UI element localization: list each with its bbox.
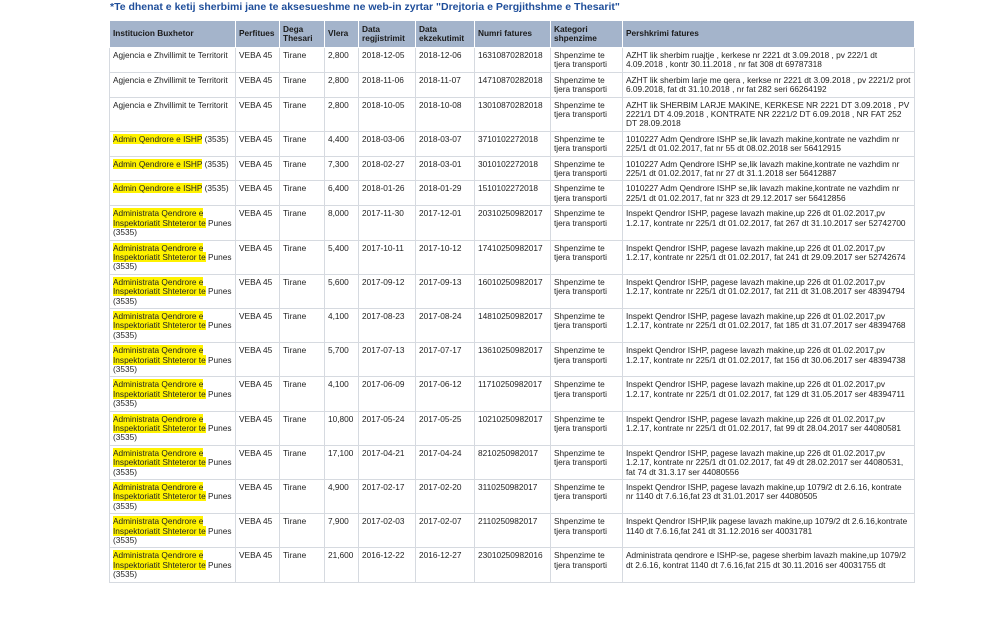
cell-dega: Tirane — [280, 72, 325, 97]
cell-institucion — [110, 206, 236, 240]
table-row — [110, 48, 915, 73]
cell-data-ekzekutimit: 2017-08-24 — [416, 308, 475, 342]
cell-data-ekzekutimit: 2017-05-25 — [416, 411, 475, 445]
cell-data-ekzekutimit: 2017-02-07 — [416, 514, 475, 548]
cell-data-regjistrimit: 2017-04-21 — [359, 445, 416, 479]
cell-data-ekzekutimit: 2017-02-20 — [416, 480, 475, 514]
cell-perfitues: VEBA 45 — [236, 97, 280, 131]
col-header-dega[interactable]: Dega Thesari — [280, 21, 325, 48]
cell-data-regjistrimit: 2018-11-06 — [359, 72, 416, 97]
cell-pershkrimi: Inspekt Qendror ISHP, pagese lavazh makine,up 226 dt 01.02.2017,pv 1.2.17, kontrate nr 225/1 dt 01.02.2017, fat 267 dt 31.10.2017 ser 52742700 — [623, 206, 915, 240]
highlighted-institution-text: Administrata Qendrore e Inspektoriatit Shteteror te — [113, 208, 206, 228]
cell-dega: Tirane — [280, 548, 325, 582]
cell-dega: Tirane — [280, 343, 325, 377]
institution-text: Punes (3535) — [113, 217, 232, 238]
cell-numri-fatures: 3110250982017 — [475, 480, 551, 514]
cell-kategori: Shpenzime te tjera transporti — [551, 411, 623, 445]
cell-kategori: Shpenzime te tjera transporti — [551, 445, 623, 479]
cell-kategori: Shpenzime te tjera transporti — [551, 48, 623, 73]
cell-dega: Tirane — [280, 48, 325, 73]
institution-text: (3535) — [204, 183, 229, 194]
institution-text: Punes (3535) — [113, 457, 232, 477]
table-body — [110, 48, 915, 583]
cell-dega: Tirane — [280, 131, 325, 156]
cell-pershkrimi: Inspekt Qendror ISHP, pagese lavazh makine,up 226 dt 01.02.2017,pv 1.2.17, kontrate nr 225/1 dt 01.02.2017, fat 49 dt 28.02.2017 ser 44080531, fat 74 dt 31.3.17 ser 44080556 — [623, 445, 915, 479]
cell-institucion — [110, 343, 236, 377]
institution-text: Agjencia e Zhvillimit te Territorit — [113, 74, 228, 85]
table-row — [110, 480, 915, 514]
table-header-row — [110, 21, 915, 48]
cell-vlera: 4,100 — [325, 377, 359, 411]
cell-data-regjistrimit: 2017-07-13 — [359, 343, 416, 377]
cell-numri-fatures: 3010102272018 — [475, 156, 551, 181]
cell-kategori: Shpenzime te tjera transporti — [551, 97, 623, 131]
col-header-perfitues[interactable]: Perfitues — [236, 21, 280, 48]
cell-institucion — [110, 181, 236, 206]
cell-perfitues: VEBA 45 — [236, 548, 280, 582]
cell-dega: Tirane — [280, 308, 325, 342]
col-header-data-ekzekutimit[interactable]: Data ekzekutimit — [416, 21, 475, 48]
cell-kategori: Shpenzime te tjera transporti — [551, 240, 623, 274]
cell-numri-fatures: 8210250982017 — [475, 445, 551, 479]
cell-data-ekzekutimit: 2018-12-06 — [416, 48, 475, 73]
cell-pershkrimi: Administrata qendrore e ISHP-se, pagese sherbim lavazh makine,up 1079/2 dt 2.6.16, kontrat 1140 dt 7.6.16,fat 215 dt 30.11.2016 ser 40031755 dt — [623, 548, 915, 582]
table-row — [110, 445, 915, 479]
cell-perfitues: VEBA 45 — [236, 445, 280, 479]
cell-kategori: Shpenzime te tjera transporti — [551, 274, 623, 308]
cell-data-regjistrimit: 2017-11-30 — [359, 206, 416, 240]
institution-text: Punes (3535) — [113, 354, 232, 374]
cell-institucion — [110, 72, 236, 97]
table-row — [110, 308, 915, 342]
cell-data-ekzekutimit: 2018-11-07 — [416, 72, 475, 97]
table-row — [110, 131, 915, 156]
cell-kategori: Shpenzime te tjera transporti — [551, 72, 623, 97]
highlighted-institution-text: Admin Qendrore e ISHP — [113, 158, 203, 169]
cell-numri-fatures: 10210250982017 — [475, 411, 551, 445]
cell-pershkrimi: AZHT lik sherbim ruajtje , kerkese nr 2221 dt 3.09.2018 , pv 222/1 dt 4.09.2018 , kontr 30.11.2018 , nr fat 308 dt 69787318 — [623, 48, 915, 73]
cell-institucion — [110, 480, 236, 514]
cell-pershkrimi: 1010227 Adm Qendrore ISHP se,lik lavazh makine,kontrate ne vazhdim nr 225/1 dt 01.02.2017, fat nr 27 dt 31.1.2018 ser 56412887 — [623, 156, 915, 181]
cell-kategori: Shpenzime te tjera transporti — [551, 343, 623, 377]
col-header-vlera[interactable]: Vlera — [325, 21, 359, 48]
cell-dega: Tirane — [280, 97, 325, 131]
cell-data-regjistrimit: 2017-02-03 — [359, 514, 416, 548]
cell-vlera: 17,100 — [325, 445, 359, 479]
cell-numri-fatures: 16010250982017 — [475, 274, 551, 308]
cell-data-ekzekutimit: 2016-12-27 — [416, 548, 475, 582]
cell-data-regjistrimit: 2017-09-12 — [359, 274, 416, 308]
cell-numri-fatures: 1510102272018 — [475, 181, 551, 206]
cell-pershkrimi: AZHT lik SHERBIM LARJE MAKINE, KERKESE NR 2221 DT 3.09.2018 , PV 2221/1 DT 4.09.2018 , KONTRATE NR 2221/2 DT 6.09.2018 , NR FAT 252 DT 28.09.2018 — [623, 97, 915, 131]
table-row — [110, 343, 915, 377]
cell-vlera: 4,900 — [325, 480, 359, 514]
cell-numri-fatures: 20310250982017 — [475, 206, 551, 240]
cell-numri-fatures: 16310870282018 — [475, 48, 551, 73]
highlighted-institution-text: Administrata Qendrore e Inspektoriatit Shteteror te — [113, 242, 206, 262]
cell-kategori: Shpenzime te tjera transporti — [551, 548, 623, 582]
cell-dega: Tirane — [280, 240, 325, 274]
cell-kategori: Shpenzime te tjera transporti — [551, 181, 623, 206]
institution-text: Punes (3535) — [113, 388, 232, 409]
cell-numri-fatures: 11710250982017 — [475, 377, 551, 411]
cell-data-ekzekutimit: 2017-10-12 — [416, 240, 475, 274]
institution-text: Agjencia e Zhvillimit te Territorit — [113, 50, 228, 60]
cell-dega: Tirane — [280, 514, 325, 548]
highlighted-institution-text: Administrata Qendrore e Inspektoriatit Shteteror te — [113, 447, 206, 468]
highlighted-institution-text: Administrata Qendrore e Inspektoriatit Shteteror te — [113, 516, 206, 536]
cell-data-regjistrimit: 2016-12-22 — [359, 548, 416, 582]
cell-institucion — [110, 240, 236, 274]
institution-text: Punes (3535) — [113, 491, 232, 511]
institution-text: Punes (3535) — [113, 559, 232, 580]
cell-vlera: 6,400 — [325, 181, 359, 206]
table-row — [110, 156, 915, 181]
cell-kategori: Shpenzime te tjera transporti — [551, 480, 623, 514]
highlighted-institution-text: Admin Qendrore e ISHP — [113, 183, 203, 194]
highlighted-institution-text: Administrata Qendrore e Inspektoriatit Shteteror te — [113, 276, 206, 297]
cell-data-ekzekutimit: 2017-04-24 — [416, 445, 475, 479]
table-row — [110, 206, 915, 240]
cell-vlera: 4,100 — [325, 308, 359, 342]
cell-data-ekzekutimit: 2018-03-07 — [416, 131, 475, 156]
cell-data-ekzekutimit: 2017-09-13 — [416, 274, 475, 308]
cell-dega: Tirane — [280, 156, 325, 181]
col-header-data-regjistrimit[interactable]: Data regjistrimit — [359, 21, 416, 48]
cell-pershkrimi: Inspekt Qendror ISHP, pagese lavazh makine,up 1079/2 dt 2.6.16, kontrate nr 1140 dt 7.6.16,fat 23 dt 31.01.2017 ser 44080505 — [623, 480, 915, 514]
cell-dega: Tirane — [280, 274, 325, 308]
cell-data-ekzekutimit: 2018-10-08 — [416, 97, 475, 131]
cell-perfitues: VEBA 45 — [236, 181, 280, 206]
table-row — [110, 377, 915, 411]
cell-data-ekzekutimit: 2018-03-01 — [416, 156, 475, 181]
cell-pershkrimi: Inspekt Qendror ISHP, pagese lavazh makine,up 226 dt 01.02.2017,pv 1.2.17, kontrate nr 225/1 dt 01.02.2017, fat 185 dt 31.07.2017 ser 48394768 — [623, 308, 915, 342]
invoice-table — [109, 20, 915, 583]
table-row — [110, 411, 915, 445]
cell-pershkrimi: 1010227 Adm Qendrore ISHP se,lik lavazh makine,kontrate ne vazhdim nr 225/1 dt 01.02.2017, fat nr 55 dt 08.02.2018 ser 56412915 — [623, 131, 915, 156]
cell-data-regjistrimit: 2018-12-05 — [359, 48, 416, 73]
cell-data-ekzekutimit: 2017-07-17 — [416, 343, 475, 377]
cell-perfitues: VEBA 45 — [236, 411, 280, 445]
cell-numri-fatures: 17410250982017 — [475, 240, 551, 274]
cell-perfitues: VEBA 45 — [236, 377, 280, 411]
cell-institucion — [110, 156, 236, 181]
cell-kategori: Shpenzime te tjera transporti — [551, 156, 623, 181]
cell-numri-fatures: 13010870282018 — [475, 97, 551, 131]
cell-pershkrimi: 1010227 Adm Qendrore ISHP se,lik lavazh makine,kontrate ne vazhdim nr 225/1 dt 01.02.2017, fat nr 323 dt 29.12.2017 ser 56412856 — [623, 181, 915, 206]
highlighted-institution-text: Admin Qendrore e ISHP — [113, 133, 203, 144]
cell-kategori: Shpenzime te tjera transporti — [551, 514, 623, 548]
col-header-institucion[interactable]: Institucion Buxhetor — [110, 21, 236, 48]
cell-dega: Tirane — [280, 480, 325, 514]
cell-perfitues: VEBA 45 — [236, 131, 280, 156]
cell-vlera: 2,800 — [325, 97, 359, 131]
cell-dega: Tirane — [280, 445, 325, 479]
highlighted-institution-text: Administrata Qendrore e Inspektoriatit Shteteror te — [113, 379, 206, 399]
cell-pershkrimi: AZHT lik sherbim larje me qera , kerkse nr 2221 dt 3.09.2018 , pv 2221/2 prot 6.09.2018, fat dt 31.10.2018 , nr fat 282 seri 66264192 — [623, 72, 915, 97]
cell-data-regjistrimit: 2018-02-27 — [359, 156, 416, 181]
cell-perfitues: VEBA 45 — [236, 480, 280, 514]
cell-numri-fatures: 23010250982016 — [475, 548, 551, 582]
cell-data-ekzekutimit: 2018-01-29 — [416, 181, 475, 206]
table-row — [110, 514, 915, 548]
cell-data-regjistrimit: 2017-08-23 — [359, 308, 416, 342]
cell-vlera: 5,400 — [325, 240, 359, 274]
cell-perfitues: VEBA 45 — [236, 206, 280, 240]
table-row — [110, 240, 915, 274]
cell-kategori: Shpenzime te tjera transporti — [551, 308, 623, 342]
cell-perfitues: VEBA 45 — [236, 343, 280, 377]
cell-kategori: Shpenzime te tjera transporti — [551, 377, 623, 411]
cell-institucion — [110, 548, 236, 582]
cell-data-regjistrimit: 2017-10-11 — [359, 240, 416, 274]
cell-vlera: 5,600 — [325, 274, 359, 308]
cell-institucion — [110, 131, 236, 156]
institution-text: Agjencia e Zhvillimit te Territorit — [113, 99, 228, 110]
col-header-kategori[interactable]: Kategori shpenzime — [551, 21, 623, 48]
cell-dega: Tirane — [280, 206, 325, 240]
cell-vlera: 8,000 — [325, 206, 359, 240]
institution-text: Punes (3535) — [113, 251, 232, 272]
cell-vlera: 4,400 — [325, 131, 359, 156]
highlighted-institution-text: Administrata Qendrore e Inspektoriatit Shteteror te — [113, 482, 206, 502]
cell-perfitues: VEBA 45 — [236, 274, 280, 308]
cell-pershkrimi: Inspekt Qendror ISHP, pagese lavazh makine,up 226 dt 01.02.2017,pv 1.2.17, kontrate nr 225/1 dt 01.02.2017, fat 241 dt 29.09.2017 ser 52742674 — [623, 240, 915, 274]
institution-text: Punes (3535) — [113, 320, 232, 340]
cell-dega: Tirane — [280, 181, 325, 206]
highlighted-institution-text: Administrata Qendrore e Inspektoriatit Shteteror te — [113, 413, 206, 433]
cell-pershkrimi: Inspekt Qendror ISHP,lik pagese lavazh makine,up 1079/2 dt 2.6.16,kontrate 1140 dt 7.6.16,fat 241 dt 31.12.2016 ser 40031781 — [623, 514, 915, 548]
cell-data-ekzekutimit: 2017-06-12 — [416, 377, 475, 411]
cell-data-regjistrimit: 2017-06-09 — [359, 377, 416, 411]
cell-numri-fatures: 3710102272018 — [475, 131, 551, 156]
cell-vlera: 10,800 — [325, 411, 359, 445]
cell-data-regjistrimit: 2017-02-17 — [359, 480, 416, 514]
cell-institucion — [110, 308, 236, 342]
cell-vlera: 21,600 — [325, 548, 359, 582]
institution-text: Punes (3535) — [113, 525, 232, 546]
cell-institucion — [110, 411, 236, 445]
cell-data-regjistrimit: 2018-10-05 — [359, 97, 416, 131]
institution-text: Punes (3535) — [113, 423, 232, 443]
cell-institucion — [110, 97, 236, 131]
cell-vlera: 7,900 — [325, 514, 359, 548]
col-header-pershkrimi[interactable]: Pershkrimi fatures — [623, 21, 915, 48]
table-row — [110, 274, 915, 308]
cell-perfitues: VEBA 45 — [236, 308, 280, 342]
cell-perfitues: VEBA 45 — [236, 48, 280, 73]
cell-pershkrimi: Inspekt Qendror ISHP, pagese lavazh makine,up 226 dt 01.02.2017,pv 1.2.17, kontrate nr 225/1 dt 01.02.2017, fat 156 dt 30.06.2017 ser 48394738 — [623, 343, 915, 377]
cell-numri-fatures: 2110250982017 — [475, 514, 551, 548]
cell-dega: Tirane — [280, 377, 325, 411]
cell-institucion — [110, 514, 236, 548]
cell-institucion — [110, 377, 236, 411]
cell-data-regjistrimit: 2018-03-06 — [359, 131, 416, 156]
source-note: *Te dhenat e ketij sherbimi jane te aksesueshme ne web-in zyrtar "Drejtoria e Pergjithshme e Thesarit" — [110, 1, 620, 13]
table-row — [110, 72, 915, 97]
col-header-numri-fatures[interactable]: Numri fatures — [475, 21, 551, 48]
cell-perfitues: VEBA 45 — [236, 72, 280, 97]
institution-text: (3535) — [204, 133, 229, 144]
cell-pershkrimi: Inspekt Qendror ISHP, pagese lavazh makine,up 226 dt 01.02.2017,pv 1.2.17, kontrate nr 225/1 dt 01.02.2017, fat 129 dt 31.05.2017 ser 48394711 — [623, 377, 915, 411]
cell-vlera: 2,800 — [325, 72, 359, 97]
cell-numri-fatures: 14710870282018 — [475, 72, 551, 97]
highlighted-institution-text: Administrata Qendrore e Inspektoriatit Shteteror te — [113, 345, 206, 365]
cell-perfitues: VEBA 45 — [236, 240, 280, 274]
cell-data-regjistrimit: 2017-05-24 — [359, 411, 416, 445]
cell-institucion — [110, 48, 236, 73]
cell-vlera: 5,700 — [325, 343, 359, 377]
cell-kategori: Shpenzime te tjera transporti — [551, 206, 623, 240]
highlighted-institution-text: Administrata Qendrore e Inspektoriatit Shteteror te — [113, 310, 206, 331]
institution-text: Punes (3535) — [113, 286, 232, 306]
cell-perfitues: VEBA 45 — [236, 156, 280, 181]
cell-kategori: Shpenzime te tjera transporti — [551, 131, 623, 156]
table-row — [110, 181, 915, 206]
table-row — [110, 548, 915, 582]
cell-institucion — [110, 274, 236, 308]
cell-vlera: 2,800 — [325, 48, 359, 73]
cell-perfitues: VEBA 45 — [236, 514, 280, 548]
cell-data-regjistrimit: 2018-01-26 — [359, 181, 416, 206]
cell-numri-fatures: 14810250982017 — [475, 308, 551, 342]
cell-data-ekzekutimit: 2017-12-01 — [416, 206, 475, 240]
cell-pershkrimi: Inspekt Qendror ISHP, pagese lavazh makine,up 226 dt 01.02.2017,pv 1.2.17, kontrate nr 225/1 dt 01.02.2017, fat 211 dt 31.08.2017 ser 48394794 — [623, 274, 915, 308]
cell-numri-fatures: 13610250982017 — [475, 343, 551, 377]
cell-vlera: 7,300 — [325, 156, 359, 181]
cell-institucion — [110, 445, 236, 479]
cell-pershkrimi: Inspekt Qendror ISHP, pagese lavazh makine,up 226 dt 01.02.2017,pv 1.2.17, kontrate nr 225/1 dt 01.02.2017, fat 99 dt 28.04.2017 ser 44080581 — [623, 411, 915, 445]
cell-dega: Tirane — [280, 411, 325, 445]
table-row — [110, 97, 915, 131]
highlighted-institution-text: Administrata Qendrore e Inspektoriatit Shteteror te — [113, 550, 206, 570]
institution-text: (3535) — [204, 158, 229, 169]
